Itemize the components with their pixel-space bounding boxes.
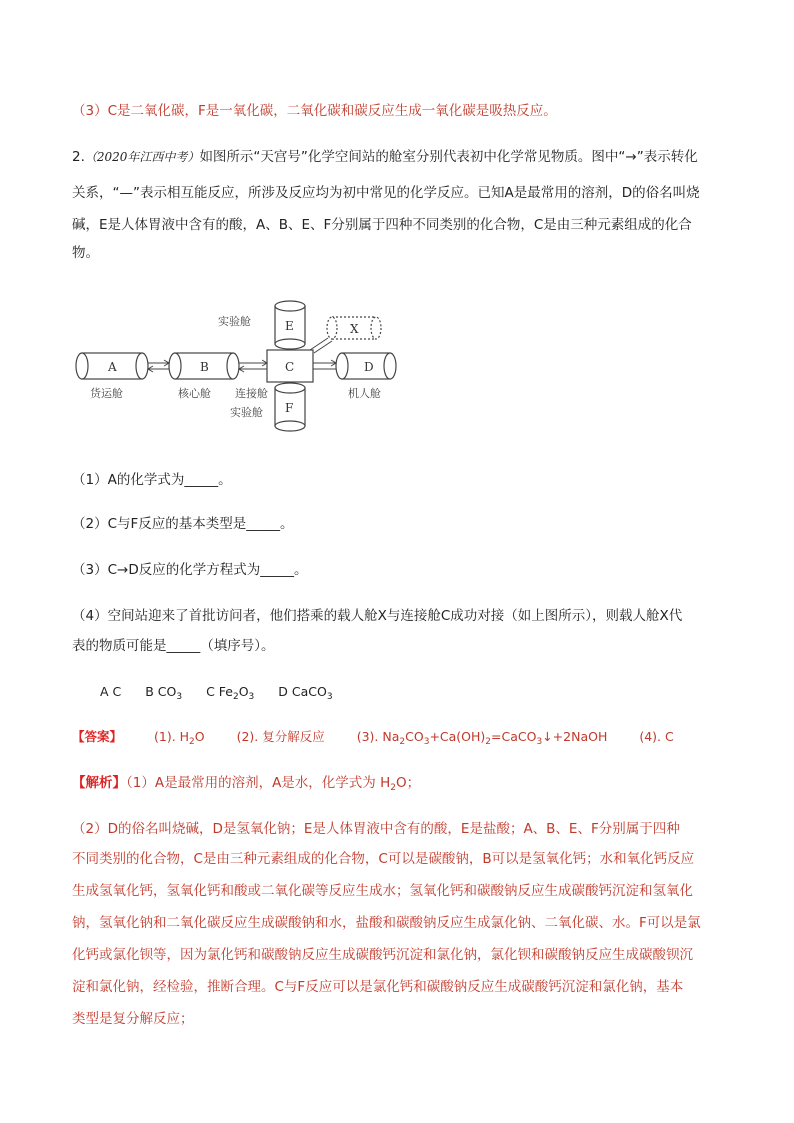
node-x-label: X xyxy=(350,322,359,336)
analysis-line-5: 钠，氢氧化钠和二氧化碳反应生成碳酸钠和水，盐酸和碳酸钠反应生成氯化钠、二氧化碳、水。F可以是氯 xyxy=(72,915,701,931)
option-d: D CaCO$_3$ xyxy=(278,684,333,702)
node-c-label: C xyxy=(285,360,295,374)
answer-4: (4). C xyxy=(639,729,674,744)
node-e-label: E xyxy=(285,319,294,333)
question-number: 2. xyxy=(72,149,85,165)
space-station-diagram xyxy=(70,300,430,440)
sub-question-2: （2）C与F反应的基本类型是_____。 xyxy=(72,516,294,532)
sub-question-4-line-2: 表的物质可能是_____（填序号）。 xyxy=(72,638,275,654)
question-stem-line-3: 碱，E是人体胃液中含有的酸，A、B、E、F分别属于四种不同类别的化合物，C是由三种元素组成的化合 xyxy=(72,217,692,233)
answer-3: (3). $Na_2CO_3+Ca(OH)_2=CaCO_3↓+2NaOH$ xyxy=(356,729,608,747)
analysis-line-1: 【解析】（1）A是最常用的溶剂，A是水，化学式为 $H_2O$； xyxy=(72,775,421,793)
question-stem-line-1 xyxy=(72,147,698,167)
sub-question-3: （3）C→D反应的化学方程式为_____。 xyxy=(72,562,308,578)
label-core: 核心舱 xyxy=(178,387,211,400)
question-source: （2020年江西中考） xyxy=(84,150,200,164)
label-cargo: 货运舱 xyxy=(90,387,123,400)
analysis-line-7: 淀和氯化钠，经检验，推断合理。C与F反应可以是氯化钙和碳酸钠反应生成碳酸钙沉淀和氯化钠，基本 xyxy=(72,979,684,995)
sub-question-1: （1）A的化学式为_____。 xyxy=(72,472,232,488)
label-lab-top: 实验舱 xyxy=(218,315,251,328)
node-a-label: A xyxy=(108,360,117,374)
stem-text-1: 如图所示“天宫号”化学空间站的舱室分别代表初中化学常见物质。图中“→”表示转化 xyxy=(199,149,698,165)
question-stem-line-2: 关系，“—”表示相互能反应，所涉及反应均为初中常见的化学反应。已知A是最常用的溶剂，D的俗名叫烧 xyxy=(72,185,700,201)
node-d-label: D xyxy=(364,360,374,374)
label-connect: 连接舱 xyxy=(235,387,268,400)
options-row xyxy=(100,682,333,702)
analysis-line-4: 生成氢氧化钙，氢氧化钙和酸或二氧化碳等反应生成水；氢氧化钙和碳酸钠反应生成碳酸钙沉淀和氢氧化 xyxy=(72,883,693,899)
analysis-tag: 【解析】 xyxy=(72,775,126,791)
option-b: B $CO_3$ xyxy=(145,684,183,702)
answer-line xyxy=(72,727,674,747)
label-lab-bottom: 实验舱 xyxy=(230,406,263,419)
label-crew: 机人舱 xyxy=(348,387,381,400)
answer-tag: 【答案】 xyxy=(72,729,123,744)
question-stem-line-4: 物。 xyxy=(72,245,99,261)
option-a: A C xyxy=(100,684,122,699)
analysis-line-8: 类型是复分解反应； xyxy=(72,1011,194,1027)
node-f-label: F xyxy=(285,401,294,415)
analysis-line-6: 化钙或氯化钡等，因为氯化钙和碳酸钠反应生成碳酸钙沉淀和氯化钠，氯化钡和碳酸钠反应生成碳酸钡沉 xyxy=(72,947,693,963)
sub-question-4-line-1: （4）空间站迎来了首批访问者，他们搭乘的载人舱X与连接舱C成功对接（如上图所示），则载人舱X代 xyxy=(72,608,683,624)
analysis-line-3: 不同类别的化合物，C是由三种元素组成的化合物，C可以是碳酸钠，B可以是氢氧化钙；水和氧化钙反应 xyxy=(72,851,695,867)
answer-2: (2). 复分解反应 xyxy=(236,729,325,744)
node-b-label: B xyxy=(200,360,209,374)
answer-1: (1). $H_2O$ xyxy=(153,729,205,747)
option-c: C $Fe_2O_3$ xyxy=(206,684,255,702)
analysis-line-2: （2）D的俗名叫烧碱，D是氢氧化钠；E是人体胃液中含有的酸，E是盐酸；A、B、E、F分别属于四种 xyxy=(72,821,680,837)
prev-answer-3: （3）C是二氧化碳，F是一氧化碳，二氧化碳和碳反应生成一氧化碳是吸热反应。 xyxy=(72,103,557,119)
